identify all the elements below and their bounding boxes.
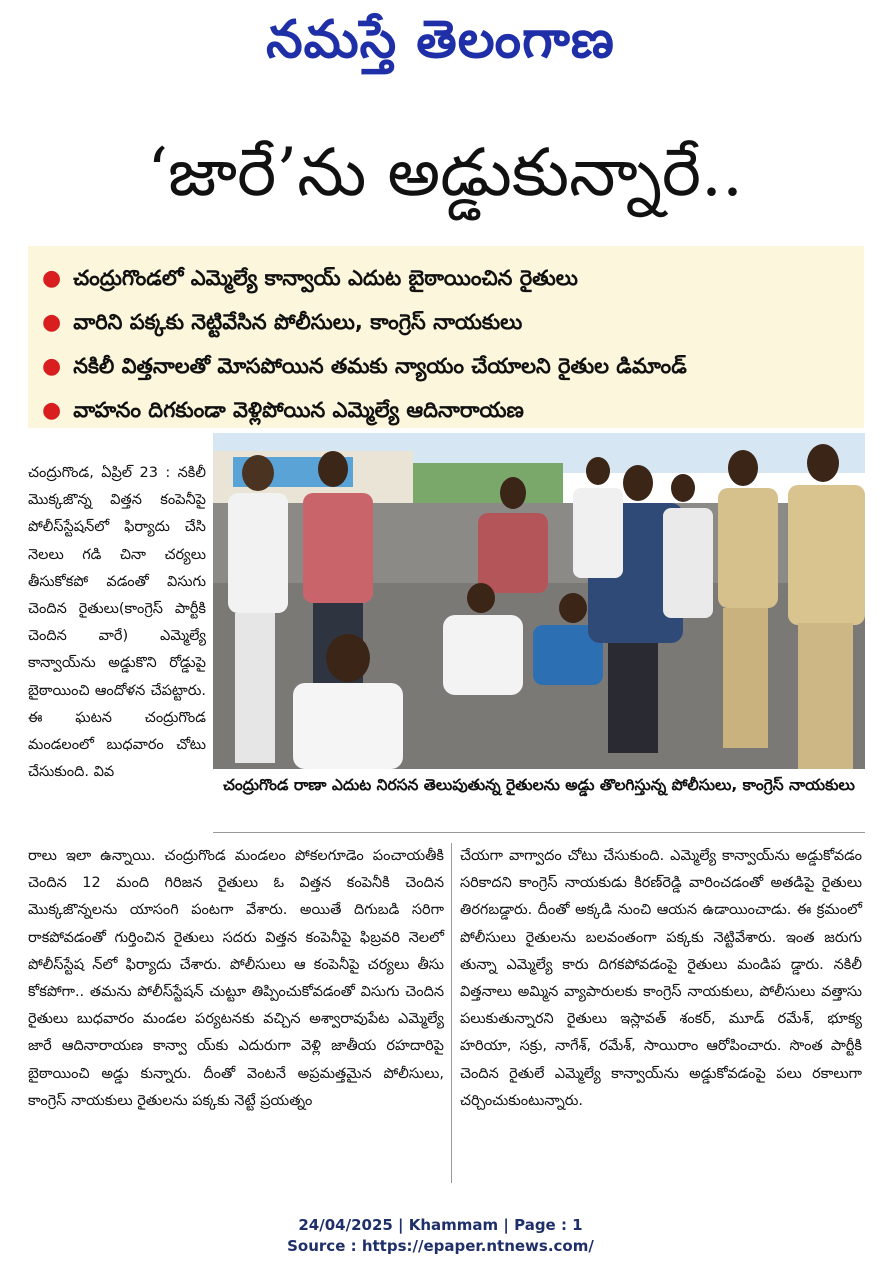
highlights-box bbox=[28, 246, 864, 428]
highlight-item: ● నకిలీ విత్తనాలతో మోసపోయిన తమకు న్యాయం చేయాలని రైతుల డిమాండ్ bbox=[42, 354, 687, 379]
bullet-icon: ● bbox=[42, 310, 62, 335]
protest-photo-illustration bbox=[213, 433, 865, 769]
photo-caption: చంద్రుగొండ రాణా ఎదుట నిరసన తెలుపుతున్న రైతులను అడ్డు తొలగిస్తున్న పోలీసులు, కాంగ్రెస్ నాయకులు bbox=[213, 770, 865, 833]
article-column-narrow: చంద్రుగొండ, ఏప్రిల్ 23 : నకిలీ మొక్కజొన్న విత్తన కంపెనీపై పోలీస్‌స్టేషన్‌లో ఫిర్యాదు చేసి నెలలు గడి చినా చర్యలు తీసుకోకపో వడంతో విసుగు చెందిన రైతులు(కాంగ్రెస్ పార్టీకి చెందిన వారే) ఎమ్మెల్యే కాన్వాయ్‌ను అడ్డుకొని రోడ్డుపై బైఠాయించి ఆందోళన చేపట్టారు. ఈ ఘటన చంద్రుగొండ మండలంలో బుధవారం చోటు చేసుకుంది. వివ bbox=[28, 465, 206, 781]
article-column-right: చేయగా వాగ్వాదం చోటు చేసుకుంది. ఎమ్మెల్యే కాన్వాయ్‌ను అడ్డుకోవడం సరికాదని కాంగ్రెస్ నాయకుడు కిరణ్‌రెడ్డి వారించడంతో అతడిపై రైతులు తిరగబడ్డారు. దీంతో అక్కడి నుంచి ఆయన ఉడాయించాడు. ఈ క్రమంలో పోలీసులు రైతులను బలవంతంగా పక్కకు నెట్టివేశారు. ఇంత జరుగు తున్నా ఎమ్మెల్యే కారు దిగకపోవడంపై రైతులు మండిప డ్డారు. నకిలీ విత్తనాలు అమ్మిన వ్యాపారులకు కాంగ్రెస్ నాయకులు, పోలీసులు వత్తాసు పలుకుతున్నారని రైతులు ఇస్లావత్ శంకర్, మూడ్ రమేశ్, భూక్య హరియా, సక్రు, నాగేశ్, రమేశ్, సాయిరాం ఆరోపించారు. సొంత పార్టీకి చెందిన రైతులే ఎమ్మెల్యే కాన్వాయ్‌ను అడ్డుకోవడంపై పలు రకాలుగా చర్చించుకుంటున్నారు. bbox=[460, 848, 862, 1109]
bullet-icon: ● bbox=[42, 398, 62, 423]
article-column-left: రాలు ఇలా ఉన్నాయి. చంద్రుగొండ మండలం పోకలగూడెం పంచాయతీకి చెందిన 12 మంది గిరిజన రైతులు ఓ విత్తన కంపెనీకి చెందిన మొక్కజొన్నలను యాసంగి పంటగా వేశారు. అయితే దిగుబడి సరిగా రాకపోవడంతో గుర్తించిన రైతులు సదరు విత్తన కంపెనీపై ఫిబ్రవరి నెలలో పోలీస్‌స్టేష న్‌లో ఫిర్యాదు చేశారు. పోలీసులు ఆ కంపెనీపై చర్యలు తీసు కోకపోగా.. తమను పోలీస్‌స్టేషన్ చుట్టూ తిప్పించుకోవడంతో విసుగు చెందిన రైతులు బుధవారం మండల పర్యటనకు వచ్చిన అశ్వారావుపేట ఎమ్మెల్యే జారే ఆదినారాయణ కాన్వా య్‌కు ఎదురుగా వెళ్లి జాతీయ రహదారిపై బైఠాయించి అడ్డు కున్నారు. దీంతో వెంటనే అప్రమత్తమైన పోలీసులు, కాంగ్రెస్ నాయకులు రైతులను పక్కకు నెట్టే ప్రయత్నం bbox=[28, 848, 444, 1109]
page-footer bbox=[0, 1215, 881, 1257]
bullet-icon: ● bbox=[42, 354, 62, 379]
footer-date-edition: 24/04/2025 | Khammam | Page : 1 bbox=[298, 1216, 583, 1234]
masthead-logo: నమస్తే తెలంగాణ bbox=[266, 10, 615, 70]
footer-source: Source : https://epaper.ntnews.com/ bbox=[287, 1237, 594, 1255]
column-divider bbox=[451, 843, 452, 1183]
headline: ‘జారే’ను అడ్డుకున్నారే.. bbox=[147, 134, 743, 211]
highlight-item: ● వాహనం దిగకుండా వెళ్లిపోయిన ఎమ్మెల్యే ఆదినారాయణ bbox=[42, 398, 524, 423]
highlight-item: ● చంద్రుగొండలో ఎమ్మెల్యే కాన్వాయ్ ఎదుట బైఠాయించిన రైతులు bbox=[42, 266, 578, 291]
bullet-icon: ● bbox=[42, 266, 62, 291]
highlight-item: ● వారిని పక్కకు నెట్టివేసిన పోలీసులు, కాంగ్రెస్ నాయకులు bbox=[42, 310, 523, 335]
news-photo bbox=[213, 433, 865, 769]
